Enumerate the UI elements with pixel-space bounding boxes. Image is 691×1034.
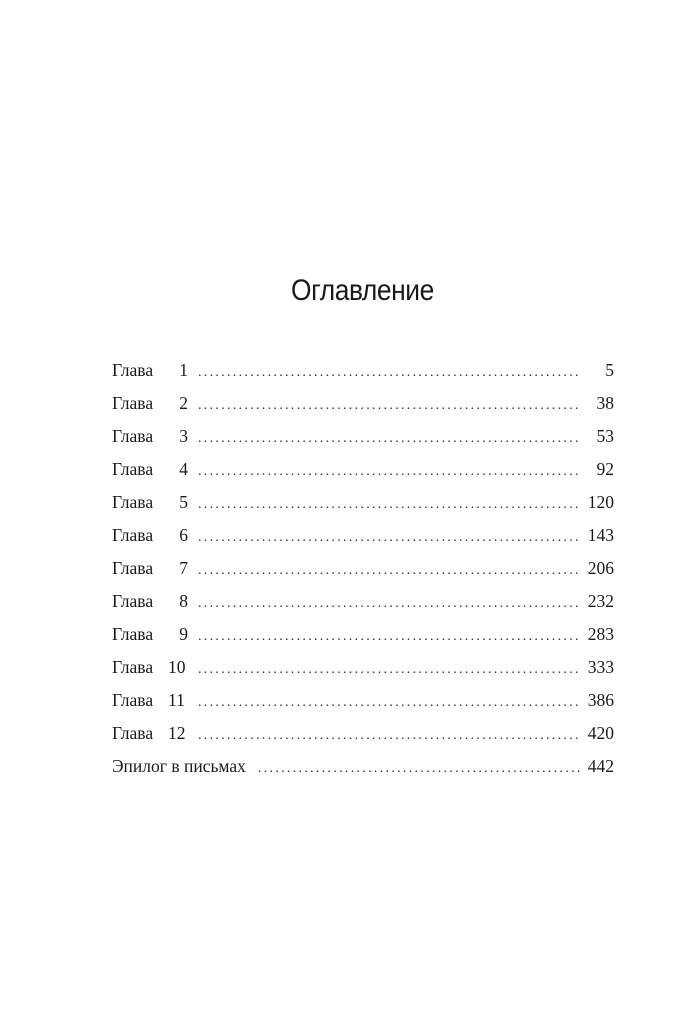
toc-entry-chapter-11[interactable]	[112, 690, 614, 723]
toc-entry-chapter-5[interactable]	[112, 492, 614, 525]
toc-entry-number: 3	[179, 426, 188, 446]
toc-entry-chapter-4[interactable]	[112, 459, 614, 492]
dot-leader	[258, 761, 580, 777]
toc-entry-word: Глава	[112, 393, 154, 413]
toc-entry-word: Глава	[112, 624, 154, 644]
dot-leader	[198, 728, 580, 744]
toc-entry-word: Глава	[112, 525, 154, 545]
toc-entry-number: 12	[168, 723, 186, 743]
toc-entry-page: 143	[587, 525, 614, 545]
toc-entry-label	[112, 360, 192, 381]
toc-entry-label	[112, 492, 192, 513]
dot-leader	[198, 662, 580, 678]
toc-entry-chapter-3[interactable]	[112, 426, 614, 459]
page-title: Оглавление	[291, 274, 434, 307]
dot-leader	[198, 365, 580, 381]
toc-entry-label: Эпилог в письмах	[112, 756, 246, 776]
toc-entry-word: Глава	[112, 360, 154, 380]
toc-entry-label	[112, 591, 192, 612]
toc-entry-page: 283	[587, 624, 614, 644]
toc-entry-number: 1	[179, 360, 188, 380]
toc-entry-number: 9	[179, 624, 188, 644]
toc-entry-label	[112, 459, 192, 480]
toc-entry-label	[112, 525, 192, 546]
toc-entry-word: Глава	[112, 426, 154, 446]
toc-entry-label	[112, 558, 192, 579]
toc-entry-word: Глава	[112, 690, 154, 710]
toc-entry-chapter-9[interactable]	[112, 624, 614, 657]
toc-entry-number: 10	[168, 657, 186, 677]
toc-entry-label	[112, 723, 192, 744]
toc-entry-number: 11	[168, 690, 185, 710]
dot-leader	[198, 530, 580, 546]
toc-entry-page: 442	[587, 756, 614, 776]
toc-entry-label	[112, 393, 192, 414]
toc-entry-number: 5	[179, 492, 188, 512]
toc-entry-word: Глава	[112, 657, 154, 677]
toc-entry-number: 6	[179, 525, 188, 545]
dot-leader	[198, 629, 580, 645]
toc-entry-word: Глава	[112, 558, 154, 578]
toc-entry-page: 333	[587, 657, 614, 677]
dot-leader	[198, 431, 580, 447]
toc-entry-number: 2	[179, 393, 188, 413]
dot-leader	[198, 695, 580, 711]
table-of-contents	[112, 360, 614, 789]
toc-entry-label	[112, 657, 192, 678]
toc-entry-epilogue[interactable]	[112, 756, 614, 789]
dot-leader	[198, 497, 580, 513]
toc-entry-page: 232	[587, 591, 614, 611]
dot-leader	[198, 596, 580, 612]
toc-entry-word: Глава	[112, 591, 154, 611]
toc-entry-word: Глава	[112, 459, 154, 479]
toc-entry-page: 120	[587, 492, 614, 512]
toc-entry-label	[112, 426, 192, 447]
toc-entry-page: 38	[596, 393, 614, 413]
toc-entry-number: 7	[179, 558, 188, 578]
toc-entry-page: 206	[587, 558, 614, 578]
toc-entry-chapter-10[interactable]	[112, 657, 614, 690]
toc-entry-word: Глава	[112, 723, 154, 743]
toc-entry-label	[112, 690, 192, 711]
toc-entry-page: 5	[605, 360, 614, 380]
toc-entry-number: 8	[179, 591, 188, 611]
toc-entry-page: 53	[596, 426, 614, 446]
dot-leader	[198, 563, 580, 579]
toc-entry-label	[112, 624, 192, 645]
toc-entry-chapter-1[interactable]	[112, 360, 614, 393]
dot-leader	[198, 398, 580, 414]
dot-leader	[198, 464, 580, 480]
toc-entry-chapter-7[interactable]	[112, 558, 614, 591]
toc-entry-page: 420	[587, 723, 614, 743]
toc-entry-chapter-8[interactable]	[112, 591, 614, 624]
toc-entry-page: 92	[596, 459, 614, 479]
toc-entry-word: Глава	[112, 492, 154, 512]
toc-entry-page: 386	[587, 690, 614, 710]
toc-entry-number: 4	[179, 459, 188, 479]
toc-entry-chapter-6[interactable]	[112, 525, 614, 558]
toc-entry-chapter-12[interactable]	[112, 723, 614, 756]
toc-entry-chapter-2[interactable]	[112, 393, 614, 426]
